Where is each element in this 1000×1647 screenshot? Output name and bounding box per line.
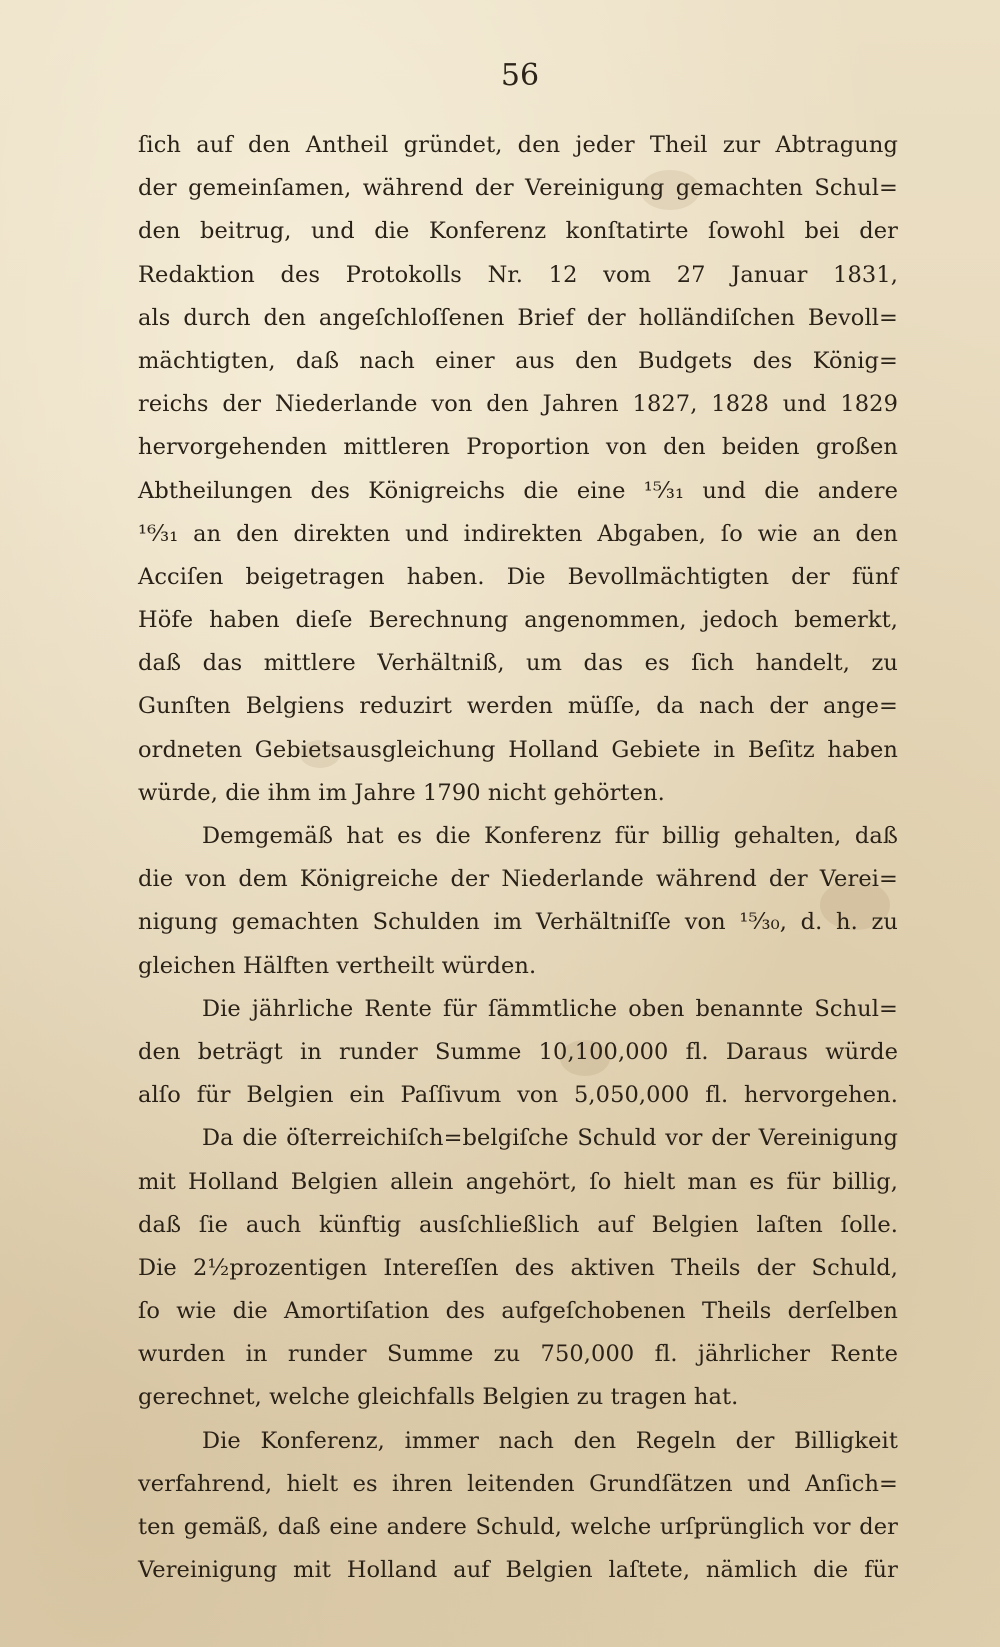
text-line: Demgemäß hat es die Konferenz für billig gehalten, daß (202, 823, 898, 849)
text-line: Acciſen beigetragen haben. Die Bevollmächtigten der fünf (138, 563, 898, 590)
text-line: gerechnet, welche gleichfalls Belgien zu tragen hat. (138, 1384, 739, 1411)
text-line: Die Konferenz, immer nach den Regeln der Billigkeit (202, 1427, 898, 1454)
text-line: wurden in runder Summe zu 750,000 fl. jährlicher Rente (138, 1341, 898, 1368)
text-line: Gunſten Belgiens reduzirt werden müſſe, da nach der ange= (138, 693, 898, 720)
text-line: alſo für Belgien ein Paſſivum von 5,050,000 fl. hervorgehen. (138, 1082, 898, 1109)
text-line: ordneten Gebietsausgleichung Holland Gebiete in Beſitz haben (138, 736, 898, 763)
text-line: hervorgehenden mittleren Proportion von den beiden großen (138, 434, 898, 461)
text-line: ſo wie die Amortiſation des aufgeſchobenen Theils derſelben (138, 1298, 898, 1325)
body-text (138, 124, 898, 1592)
text-line: daß ſie auch künftig ausſchließlich auf Belgien laſten ſolle. (138, 1211, 898, 1238)
text-line: daß das mittlere Verhältniß, um das es ſich handelt, zu (138, 650, 898, 677)
text-line: gleichen Hälften vertheilt würden. (138, 952, 537, 979)
text-line: den beträgt in runder Summe 10,100,000 fl. Daraus würde (138, 1038, 898, 1065)
text-line: Vereinigung mit Holland auf Belgien laſtete, nämlich die für (138, 1557, 898, 1584)
text-line: Die 2½prozentigen Intereſſen des aktiven Theils der Schuld, (138, 1254, 898, 1281)
text-line: der gemeinſamen, während der Vereinigung gemachten Schul= (138, 175, 898, 202)
text-line: mit Holland Belgien allein angehört, ſo hielt man es für billig, (138, 1168, 898, 1195)
text-line: Redaktion des Protokolls Nr. 12 vom 27 Januar 1831, (138, 261, 898, 288)
text-line: Abtheilungen des Königreichs die eine ¹⁵⁄₃₁ und die andere (138, 477, 898, 504)
text-line: Höfe haben dieſe Berechnung angenommen, jedoch bemerkt, (138, 607, 898, 634)
text-line: mächtigten, daß nach einer aus den Budgets des König= (138, 347, 898, 374)
text-line: verfahrend, hielt es ihren leitenden Grundſätzen und Anſich= (138, 1470, 898, 1497)
text-line: Die jährliche Rente für ſämmtliche oben benannte Schul= (202, 995, 898, 1022)
text-line: ſich auf den Antheil gründet, den jeder Theil zur Abtragung (138, 132, 898, 158)
page-number: 56 (500, 58, 540, 93)
text-line: ten gemäß, daß eine andere Schuld, welche urſprünglich vor der (138, 1514, 898, 1540)
text-line: als durch den angeſchloſſenen Brief der holländiſchen Bevoll= (138, 304, 898, 331)
text-line: Da die öſterreichiſch=belgiſche Schuld vor der Vereinigung (202, 1125, 898, 1152)
text-line: reichs der Niederlande von den Jahren 1827, 1828 und 1829 (138, 391, 898, 418)
text-line: ¹⁶⁄₃₁ an den direkten und indirekten Abgaben, ſo wie an den (138, 520, 898, 547)
text-line: den beitrug, und die Konferenz konſtatirte ſowohl bei der (138, 218, 898, 245)
text-line: würde, die ihm im Jahre 1790 nicht gehörten. (138, 779, 665, 806)
text-line: die von dem Königreiche der Niederlande während der Verei= (138, 866, 898, 893)
text-line: nigung gemachten Schulden im Verhältniſſe von ¹⁵⁄₃₀, d. h. zu (138, 909, 898, 936)
